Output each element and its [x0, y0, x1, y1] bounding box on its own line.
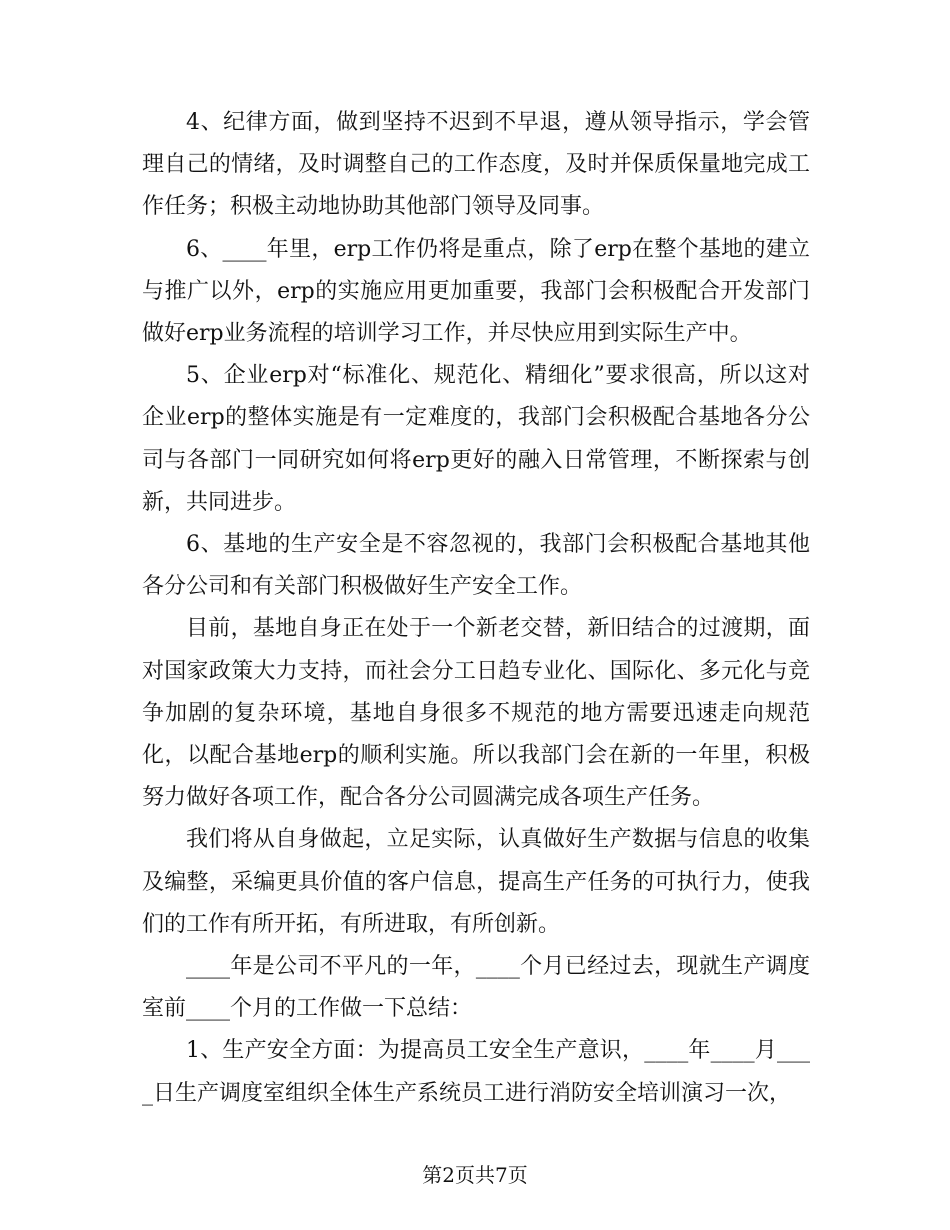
- paragraph-start-from-ourselves: 我们将从自身做起，立足实际，认真做好生产数据与信息的收集及编整，采编更具价值的客户信息，提高生产任务的可执行力，使我们的工作有所开拓，有所进取，有所创新。: [142, 827, 810, 937]
- paragraph-erp-standardization: 5、企业erp对“标准化、规范化、精细化”要求很高，所以这对企业erp的整体实施是有一定难度的，我部门会积极配合基地各分公司与各部门一同研究如何将erp更好的融入日常管理，不断探索与创新，共同进步。: [142, 363, 810, 515]
- paragraph-safety-training: 1、生产安全方面：为提高员工安全生产意识，____年____月____日生产调度室组织全体生产系统员工进行消防安全培训演习一次，: [142, 1038, 810, 1106]
- page-number-footer: 第2页共7页: [422, 1163, 528, 1187]
- paragraph-discipline: 4、纪律方面，做到坚持不迟到不早退，遵从领导指示，学会管理自己的情绪，及时调整自己的工作态度，及时并保质保量地完成工作任务；积极主动地协助其他部门领导及同事。: [142, 110, 810, 220]
- paragraph-production-safety: 6、基地的生产安全是不容忽视的，我部门会积极配合基地其他各分公司和有关部门积极做好生产安全工作。: [142, 532, 810, 600]
- paragraph-erp-focus: 6、____年里，erp工作仍将是重点，除了erp在整个基地的建立与推广以外，erp的实施应用更加重要，我部门会积极配合开发部门做好erp业务流程的培训学习工作，并尽快应用到实际生产中。: [142, 236, 810, 347]
- document-body: [142, 102, 810, 1115]
- paragraph-year-summary-intro: ____年是公司不平凡的一年，____个月已经过去，现就生产调度室前____个月的工作做一下总结：: [142, 954, 810, 1022]
- paragraph-current-situation: 目前，基地自身正在处于一个新老交替，新旧结合的过渡期，面对国家政策大力支持，而社会分工日趋专业化、国际化、多元化与竞争加剧的复杂环境，基地自身很多不规范的地方需要迅速走向规范化，以配合基地erp的顺利实施。所以我部门会在新的一年里，积极努力做好各项工作，配合各分公司圆满完成各项生产任务。: [142, 616, 810, 811]
